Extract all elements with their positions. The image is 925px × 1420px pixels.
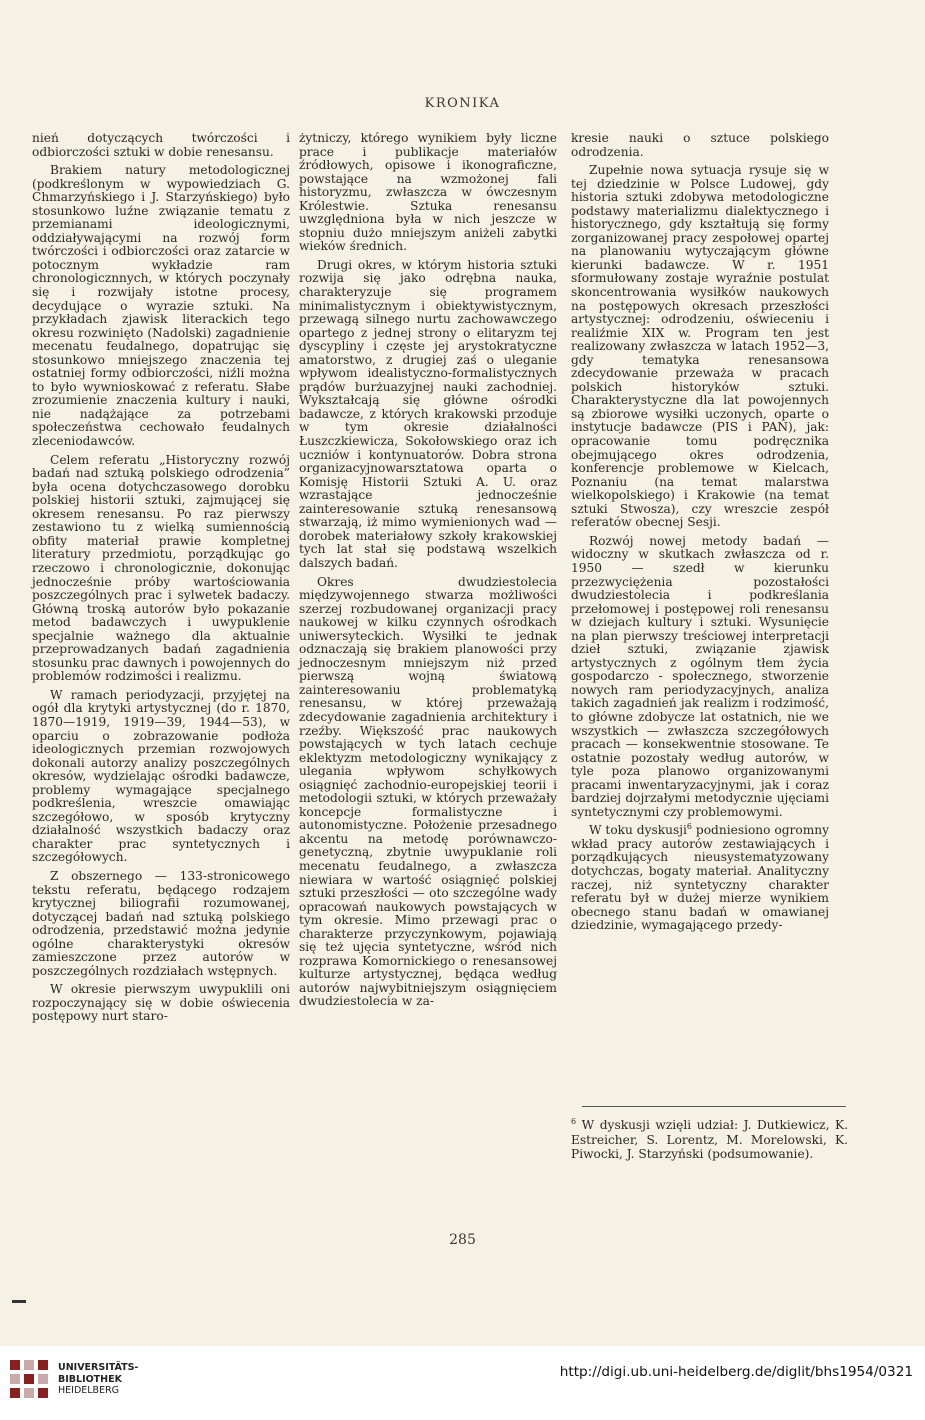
paragraph: W okresie pierwszym uwypuklili oni rozpoczynający się w dobie oświecenia postępowy nurt staro- bbox=[32, 982, 290, 1024]
paragraph-lead: W toku dyskusji bbox=[589, 823, 687, 838]
paragraph: Okres dwudziestolecia międzywojennego stwarza możliwości szerzej rozbudowanej organizacji pracy naukowej w kilku czynnych ośrodkach uniwersyteckich. Wysiłki te jednak odznaczają się brakiem planowości przy jednoczesnym mniejszym niż przed pierwszą wojną światową zainteresowaniu problematyką renesansu, w której przeważają zdecydowanie zagadnienia architektury i rzeźby. Większość prac naukowych powstających w tych latach cechuje eklektyzm metodologiczny wynikający z ulegania wpływom schyłkowych osiągnięć zachodnio-europejskiej teorii i metodologii sztuki, w których przeważały koncepcje formalistyczne i autonomistyczne. Położenie przesadnego akcentu na metodę porównawczo-genetyczną, zbytnie uwypuklanie roli mecenatu feudalnego, a zwłaszcza niewiara w wartość osiągnięć polskiej sztuki przeszłości — oto szczególne wady opracowań naukowych powstających w tym okresie. Mimo przewagi prac o charakterze przyczynkowym, pojawiają się też ujęcia syntetyczne, wśród nich rozprawa Komornickiego o renesansowej kulturze artystycznej, będąca według autorów najwybitniejszym osiągnięciem dwudziestolecia w za- bbox=[299, 574, 557, 1009]
page-number: 285 bbox=[449, 1232, 476, 1248]
paragraph: Z obszernego — 133-stronicowego tekstu referatu, będącego rodzajem krytycznej biliografii rozumowanej, dotyczącej badań nad sztuką polskiego odrodzenia, przedstawić można jedynie ogólne charakterystyki okresów zamieszczone przez autorów w poszczególnych rozdziałach wstępnych. bbox=[32, 868, 290, 978]
running-title: KRONIKA bbox=[424, 96, 501, 111]
paragraph-rest: podniesiono ogromny wkład pracy autorów zestawiających i porządkujących nieusystematyzowany dotychczas, bogaty materiał. Analityczny raczej, niż syntetyczny charakter referatu był w dużej mierze wynikiem obecnego stanu badań w omawianej dziedzinie, wymagającego przedy- bbox=[571, 823, 829, 933]
paragraph-with-footnote-ref bbox=[571, 824, 829, 932]
library-name-line: BIBLIOTHEK bbox=[58, 1373, 122, 1385]
paragraph: Brakiem natury metodologicznej (podkreślonym w wypowiedziach G. Chmarzyńskiego i J. Starzyńskiego) było stosunkowo luźne związanie tematu z przemianami ideologicznymi, oddziaływającymi na rozwój form twórczości i odbiorczości oraz zatarcie w potocznym wykładzie ram chronologicznnych, w których poczynały się i rozwijały istotne procesy, decydujące o wyrazie sztuki. Na przykładach zjawisk literackich tego okresu rozwinięto (Nadolski) zagadnienie mecenatu feudalnego, dopatrując się stosunkowo mniejszego znaczenia tej ostatniej formy odbiorczości, niźli można to było wywnioskować z referatu. Słabe zrozumienie znaczenia kultury i nauki, nie nadążające za potrzebami społeczeństwa cechowało feudalnych zleceniodawców. bbox=[32, 163, 290, 449]
text-column-left bbox=[32, 132, 290, 1024]
paragraph: Celem referatu „Historyczny rozwój badań nad sztuką polskiego odrodzenia” była ocena dotychczasowego dorobku polskiej historii sztuki, zajmującej się okresem renesansu. Po raz pierwszy zestawiono tu z wielką sumiennością obfity materiał prawie kompletnej literatury przedmiotu, porządkując go rzeczowo i chronologicznie, dokonując jednocześnie próby wartościowania poszczególnych prac i sylwetek badaczy. Główną troską autorów było pokazanie metod badawczych i uwypuklenie specjalnie ważnego dla aktualnie przeprowadzanych badań zagadnienia stosunku prac dawnych i powojennych do problemów rodzimości i realizmu. bbox=[32, 452, 290, 684]
paragraph: W ramach periodyzacji, przyjętej na ogół dla krytyki artystycznej (do r. 1870, 1870—1919, 1919—39, 1944—53), w oparciu o zobrazowanie podłoża ideologicznych przemian rozwojowych dokonali autorzy analizy poszczególnych okresów, wydzielając ośrodki badawcze, problemy wymagające specjalnego podkreślenia, wreszcie omawiając szczegółowo, w sposób krytyczny działalność wszystkich badaczy oraz charakter prac syntetycznych i szczegółowych. bbox=[32, 687, 290, 865]
footnote bbox=[571, 1118, 848, 1162]
library-name-line: HEIDELBERG bbox=[58, 1385, 120, 1396]
library-name bbox=[58, 1362, 138, 1397]
source-url-link[interactable]: http://digi.ub.uni-heidelberg.de/diglit/bhs1954/0321 bbox=[559, 1364, 913, 1380]
university-library-logo-icon[interactable] bbox=[6, 1356, 52, 1402]
paragraph: kresie nauki o sztuce polskiego odrodzenia. bbox=[571, 131, 829, 159]
footnote-divider bbox=[582, 1106, 846, 1107]
scan-mark bbox=[12, 1300, 26, 1303]
text-column-middle bbox=[299, 132, 557, 1009]
paragraph: Zupełnie nowa sytuacja rysuje się w tej dziedzinie w Polsce Ludowej, gdy historia sztuki zdobywa metodologiczne podstawy materializmu dialektycznego i historycznego, gdy kształtują się formy zorganizowanej pracy zespołowej opartej na planowaniu wytyczającym główne kierunki badawcze. W r. 1951 sformułowany zostaje wyraźnie postulat skoncentrowania wysiłków naukowych na postępowych okresach przeszłości artystycznej: odrodzeniu, oświeceniu i realiźmie XIX w. Program ten jest realizowany zwłaszcza w latach 1952—3, gdy tematyka renesansowa zdecydowanie przeważa w pracach polskich historyków sztuki. Charakterystyczne dla lat powojennych są zbiorowe wysiłki uczonych, oparte o instytucje badawcze (PIS i PAN), jak: opracowanie tomu podręcznika obejmującego okres odrodzenia, konferencje problemowe w Kielcach, Poznaniu (na temat malarstwa wielkopolskiego) i Krakowie (na temat sztuki Stwosza), czy wreszcie zespół referatów obecnej Sesji. bbox=[571, 163, 829, 530]
footnote-reference[interactable]: 6 bbox=[686, 822, 693, 832]
footnote-text: W dyskusji wzięli udział: J. Dutkiewicz, K. Estreicher, S. Lorentz, M. Morelowski, K. Piwocki, J. Starzyński (podsumowanie). bbox=[571, 1118, 848, 1161]
library-footer bbox=[0, 1346, 925, 1420]
paragraph: Drugi okres, w którym historia sztuki rozwija się jako odrębna nauka, charakteryzuje się programem minimalistycznym i obiektywistycznym, przewagą silnego nurtu zachowawczego opartego z jednej strony o elitaryzm tej dyscypliny i częste jej arystokratyczne amatorstwo, z drugiej zaś o uleganie wpływom idealistyczno-formalistycznych prądów burżuazyjnej nauki zachodniej. Wykształcają się główne ośrodki badawcze, z których krakowski przoduje w tym okresie działalności Łuszczkiewicza, Sokołowskiego oraz ich uczniów i kontynuatorów. Dobra strona organizacyjnowarsztatowa oparta o Komisję Historii Sztuki A. U. oraz wzrastające jednocześnie zainteresowanie sztuką renesansową stwarzają, iż mimo wymienionych wad — dorobek materiałowy szkoły krakowskiej tych lat stał się podstawą wszelkich dalszych badań. bbox=[299, 257, 557, 570]
text-column-right bbox=[571, 132, 829, 933]
paragraph: żytniczy, którego wynikiem były liczne prace i publikacje materiałów źródłowych, opisowe i ikonograficzne, powstające na wzmożonej fali historyzmu, zwłaszcza w ówczesnym Królestwie. Sztuka renesansu uwzględniona była w nich jeszcze w stopniu dużo mniejszym aniżeli zabytki wieków średnich. bbox=[299, 131, 557, 254]
paragraph: nień dotyczących twórczości i odbiorczości sztuki w dobie renesansu. bbox=[32, 131, 290, 159]
library-name-line: UNIVERSITÄTS- bbox=[58, 1362, 139, 1373]
footnote-marker: 6 bbox=[571, 1116, 577, 1126]
paragraph: Rozwój nowej metody badań — widoczny w skutkach zwłaszcza od r. 1950 — szedł w kierunku przezwyciężenia pozostałości dwudziestolecia i podkreślania przełomowej i postępowej roli renesansu w dziejach kultury i sztuki. Wysunięcie na plan pierwszy treściowej interpretacji dzieł sztuki, związanie zjawisk artystycznych z ogólnym tłem życia gospodarczo - społecznego, stworzenie nowych ram periodyzacyjnych, analiza takich zagadnień jak realizm i rodzimość, to główne zdobycze lat ostatnich, nie we wszystkich — zwłaszcza szczegółowych pracach — konsekwentnie stosowane. Te ostatnie pozostały według autorów, w tyle poza planowo organizowanymi pracami inwentaryzacyjnymi, jak i coraz bardziej dojrzałymi metodycznie ujęciami syntetycznymi czy problemowymi. bbox=[571, 533, 829, 819]
